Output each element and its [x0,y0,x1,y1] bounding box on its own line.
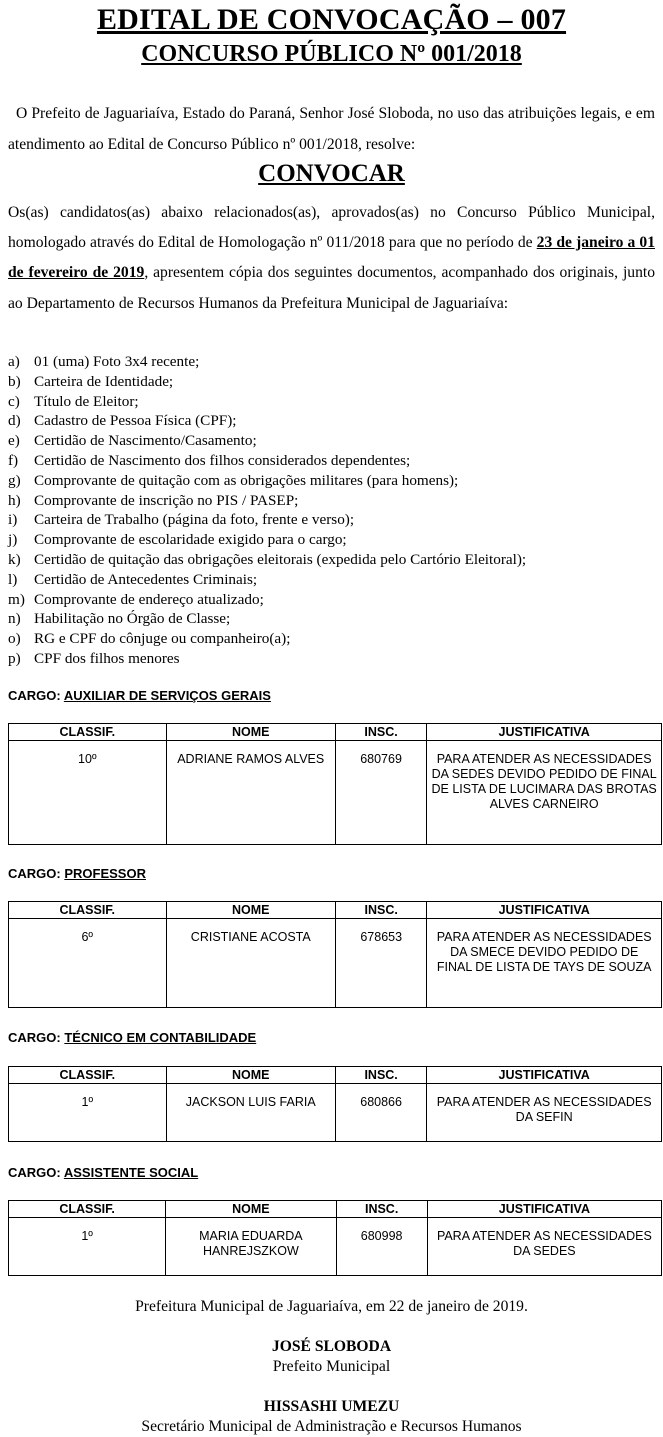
table-row [9,741,662,845]
place-date: Prefeitura Municipal de Jaguariaíva, em 22 de janeiro de 2019. [135,1298,528,1315]
cell-nome: CRISTIANE ACOSTA [166,919,336,1008]
list-item [8,550,526,570]
cargo-heading [8,1165,198,1181]
candidates-table [8,723,662,845]
list-item-text: Habilitação no Órgão de Classe; [34,610,231,628]
list-item [8,530,526,550]
cell-classif: 1º [9,1084,167,1142]
cell-justificativa: PARA ATENDER AS NECESSIDADES DA SEDES [427,1218,661,1276]
list-item [8,352,526,372]
list-item [8,431,526,451]
column-header-insc: INSC. [335,724,426,741]
column-header-nome: NOME [166,1201,336,1218]
list-item [8,451,526,471]
cell-insc: 678653 [336,919,427,1008]
cargo-label: CARGO: [8,1030,61,1045]
document-title: EDITAL DE CONVOCAÇÃO – 007 [96,3,567,36]
list-item [8,411,526,431]
list-item-text: Carteira de Identidade; [34,372,174,390]
list-item [8,590,526,610]
list-item-text: 01 (uma) Foto 3x4 recente; [34,353,200,370]
signer1-name: JOSÉ SLOBODA [271,1338,392,1355]
list-item [8,570,526,590]
table-header-row [9,1067,662,1084]
cell-justificativa: PARA ATENDER AS NECESSIDADES DA SEFIN [427,1084,662,1142]
table-header-row [9,1201,662,1218]
cargo-heading [8,688,271,704]
cargo-name: TÉCNICO EM CONTABILIDADE [64,1030,257,1045]
candidates-table [8,1200,662,1276]
table-header-row [9,902,662,919]
list-item-text: RG e CPF do cônjuge ou companheiro(a); [34,630,291,648]
column-header-justificativa: JUSTIFICATIVA [427,902,662,919]
list-item-letter: o) [8,630,21,648]
list-item-letter: c) [8,392,20,410]
cell-classif: 10º [9,741,167,845]
list-item-text: Comprovante de quitação com as obrigações militares (para homens); [34,471,459,489]
list-item-text: Comprovante de inscrição no PIS / PASEP; [34,491,299,509]
signer2-name: HISSASHI UMEZU [263,1398,400,1415]
candidates-table [8,1066,662,1142]
list-item [8,491,526,511]
convocation-period: 23 de janeiro a 01 de fevereiro de 2019 [8,234,655,282]
column-header-classif: CLASSIF. [9,1067,167,1084]
list-item [8,649,526,669]
column-header-nome: NOME [166,1067,335,1084]
list-item [8,510,526,530]
list-item-text: Certidão de Nascimento dos filhos considerados dependentes; [34,451,411,469]
list-item [8,372,526,392]
signer2-block [0,1397,663,1437]
candidates-table [8,901,662,1008]
cell-insc: 680769 [335,741,426,845]
list-item-text: Certidão de Antecedentes Criminais; [34,570,258,588]
list-item-text: Cadastro de Pessoa Física (CPF); [34,412,237,430]
list-item-text: Carteira de Trabalho (página da foto, frente e verso); [34,511,355,529]
convocation-paragraph [8,198,655,319]
list-item-letter: l) [8,570,18,588]
table-header-row [9,724,662,741]
column-header-insc: INSC. [336,1201,427,1218]
table-row [9,1218,662,1276]
cell-nome: JACKSON LUIS FARIA [166,1084,335,1142]
column-header-justificativa: JUSTIFICATIVA [427,1067,662,1084]
convocation-text-part2: , apresentem cópia dos seguintes documentos, acompanhado dos originais, junto ao Departamento de Recursos Humanos da Prefeitura Municipal de Jaguariaíva: [8,264,656,312]
cargo-label: CARGO: [8,688,61,703]
cell-nome: MARIA EDUARDA HANREJSZKOW [166,1218,336,1276]
list-item-text: Certidão de quitação das obrigações eleitorais (expedida pelo Cartório Eleitoral); [34,550,527,568]
list-item-letter: b) [8,372,21,390]
column-header-classif: CLASSIF. [9,902,167,919]
column-header-nome: NOME [166,724,335,741]
cell-classif: 1º [9,1218,166,1276]
list-item [8,392,526,412]
list-item [8,609,526,629]
convocation-text-part1: Os(as) candidatos(as) abaixo relacionados(as), aprovados(as) no Concurso Público Municipal, homologado através do Edital de Homologação nº 011/2018 para que no período de [8,204,655,252]
list-item-letter: n) [8,610,21,628]
list-item-letter: p) [8,649,21,667]
list-item [8,471,526,491]
list-item-letter: i) [8,511,18,529]
cargo-name: ASSISTENTE SOCIAL [63,1165,199,1180]
column-header-classif: CLASSIF. [9,1201,166,1218]
list-item-letter: k) [8,550,21,568]
intro-paragraph: O Prefeito de Jaguariaíva, Estado do Paraná, Senhor José Sloboda, no uso das atribuições legais, e em atendimento ao Edital de Concurso Público nº 001/2018, resolve: [8,105,655,153]
cell-classif: 6º [9,919,167,1008]
cell-justificativa: PARA ATENDER AS NECESSIDADES DA SMECE DEVIDO PEDIDO DE FINAL DE LISTA DE TAYS DE SOUZA [427,919,662,1008]
column-header-justificativa: JUSTIFICATIVA [427,1201,661,1218]
signer1-role: Prefeito Municipal [272,1358,391,1375]
table-row [9,1084,662,1142]
cargo-heading [8,1030,256,1046]
list-item-letter: f) [8,451,19,469]
column-header-insc: INSC. [336,902,427,919]
column-header-justificativa: JUSTIFICATIVA [427,724,662,741]
cargo-name: AUXILIAR DE SERVIÇOS GERAIS [63,688,271,703]
cell-nome: ADRIANE RAMOS ALVES [166,741,335,845]
cargo-label: CARGO: [8,866,61,881]
list-item-letter: j) [8,531,18,549]
document-subtitle: CONCURSO PÚBLICO Nº 001/2018 [141,41,522,67]
cell-insc: 680866 [335,1084,426,1142]
column-header-insc: INSC. [335,1067,426,1084]
list-item-text: CPF dos filhos menores [34,649,180,667]
column-header-classif: CLASSIF. [9,724,167,741]
cell-justificativa: PARA ATENDER AS NECESSIDADES DA SEDES DEVIDO PEDIDO DE FINAL DE LISTA DE LUCIMARA DAS BROTAS ALVES CARNEIRO [427,741,662,845]
list-item-letter: d) [8,412,21,430]
list-item-letter: e) [8,432,20,450]
list-item-text: Comprovante de endereço atualizado; [34,590,264,608]
list-item-letter: m) [8,590,25,608]
cell-insc: 680998 [336,1218,427,1276]
list-item-text: Comprovante de escolaridade exigido para o cargo; [34,531,347,549]
list-item [8,629,526,649]
list-item-text: Título de Eleitor; [34,392,139,410]
list-item-letter: g) [8,471,21,489]
list-item-letter: a) [8,353,20,370]
signer1-block [0,1337,663,1377]
column-header-nome: NOME [166,902,336,919]
signer2-role: Secretário Municipal de Administração e Recursos Humanos [141,1418,522,1435]
action-heading: CONVOCAR [258,160,405,187]
cargo-name: PROFESSOR [64,866,146,881]
table-row [9,919,662,1008]
documents-list [8,352,526,669]
list-item-text: Certidão de Nascimento/Casamento; [34,432,257,450]
cargo-heading [8,866,146,882]
cargo-label: CARGO: [8,1165,61,1180]
list-item-letter: h) [8,491,21,509]
